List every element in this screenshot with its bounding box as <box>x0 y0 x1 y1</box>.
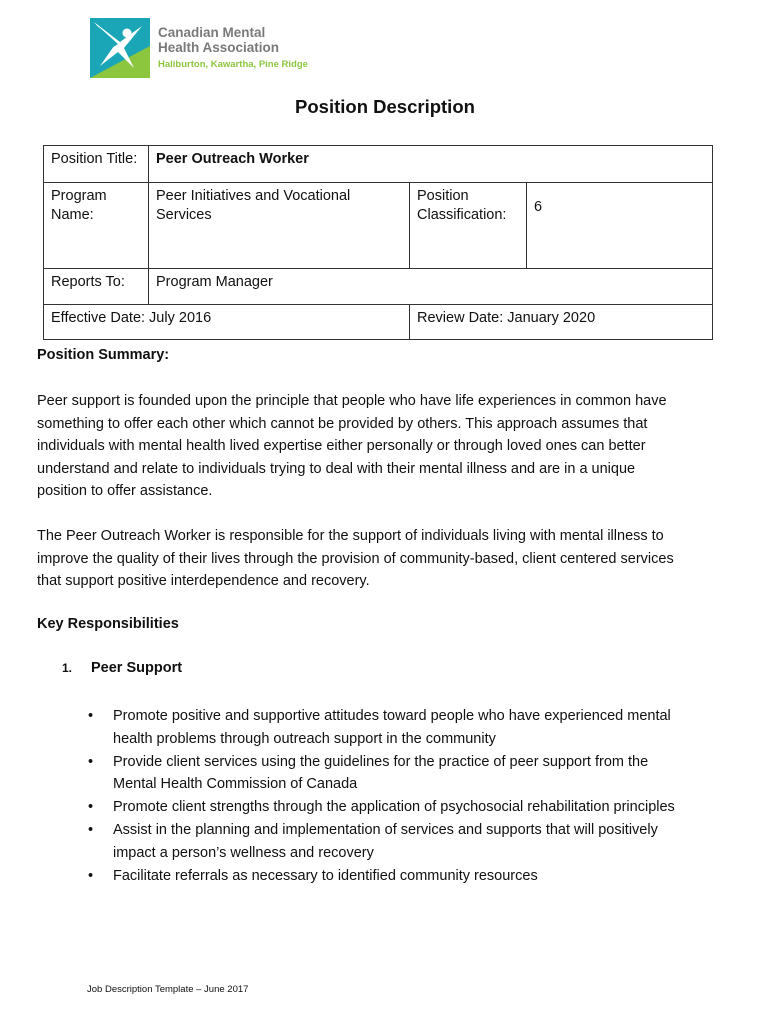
summary-paragraph-2: The Peer Outreach Worker is responsible for the support of individuals living with mental illness to improve the quality of their lives through the provision of community-based, client centered services that support positive interdependence and recovery. <box>37 528 674 589</box>
program-name-value: Peer Initiatives and Vocational Services <box>149 183 410 269</box>
effective-date: Effective Date: July 2016 <box>44 305 410 340</box>
section-title: Peer Support <box>91 660 183 676</box>
org-name-line2: Health Association <box>158 40 280 55</box>
classification-value: 6 <box>527 183 713 269</box>
bullet-text: Promote client strengths through the application of psychosocial rehabilitation principles <box>113 799 675 816</box>
position-title-value: Peer Outreach Worker <box>149 146 713 183</box>
position-info-table <box>43 145 713 340</box>
list-item <box>88 705 688 751</box>
program-row <box>44 183 713 269</box>
page-footer: Job Description Template – June 2017 <box>87 984 249 995</box>
bullet-text: Provide client services using the guidelines for the practice of peer support from the Mental Health Commission of Canada <box>113 753 649 793</box>
list-item <box>88 796 688 819</box>
position-title-label: Position Title: <box>44 146 149 183</box>
program-name-label: Program Name: <box>44 183 149 269</box>
org-region: Haliburton, Kawartha, Pine Ridge <box>158 59 308 70</box>
bullet-icon: • <box>88 867 94 884</box>
review-date: Review Date: January 2020 <box>410 305 713 340</box>
section-peer-support-heading <box>62 660 182 676</box>
section-number: 1. <box>62 661 73 675</box>
reports-to-value: Program Manager <box>149 269 713 305</box>
document-title: Position Description <box>295 96 475 117</box>
key-responsibilities-heading: Key Responsibilities <box>37 616 179 632</box>
reports-to-label: Reports To: <box>44 269 149 305</box>
dates-row <box>44 305 713 340</box>
bullet-text: Facilitate referrals as necessary to identified community resources <box>113 867 538 884</box>
bullet-text: Promote positive and supportive attitudes toward people who have experienced mental health problems through outreach support in the community <box>113 708 671 747</box>
reports-to-row <box>44 269 713 305</box>
bullet-icon: • <box>88 708 94 724</box>
position-title-row <box>44 146 713 183</box>
cmha-logo-icon <box>90 18 152 80</box>
bullet-icon: • <box>88 799 94 816</box>
org-name-line1: Canadian Mental <box>158 25 266 40</box>
position-summary-heading: Position Summary: <box>37 347 170 363</box>
classification-label: Position Classification: <box>410 183 527 269</box>
bullet-text: Assist in the planning and implementation of services and supports that will positively impact a person’s wellness and recovery <box>113 821 658 861</box>
bullet-icon: • <box>88 753 94 770</box>
cmha-logo <box>90 18 330 80</box>
list-item <box>88 865 688 888</box>
list-item <box>88 751 688 797</box>
bullet-icon: • <box>88 821 94 838</box>
org-name <box>158 25 308 72</box>
summary-paragraph-1: Peer support is founded upon the principle that people who have life experiences in common have something to offer each other which cannot be provided by others. This approach assumes that individuals with mental health lived expertise either personally or through loved ones can better understand and relate to individuals trying to deal with their mental illness and are in a unique position to offer assistance. <box>37 393 667 499</box>
peer-support-bullet-list <box>88 705 688 887</box>
list-item <box>88 819 688 865</box>
